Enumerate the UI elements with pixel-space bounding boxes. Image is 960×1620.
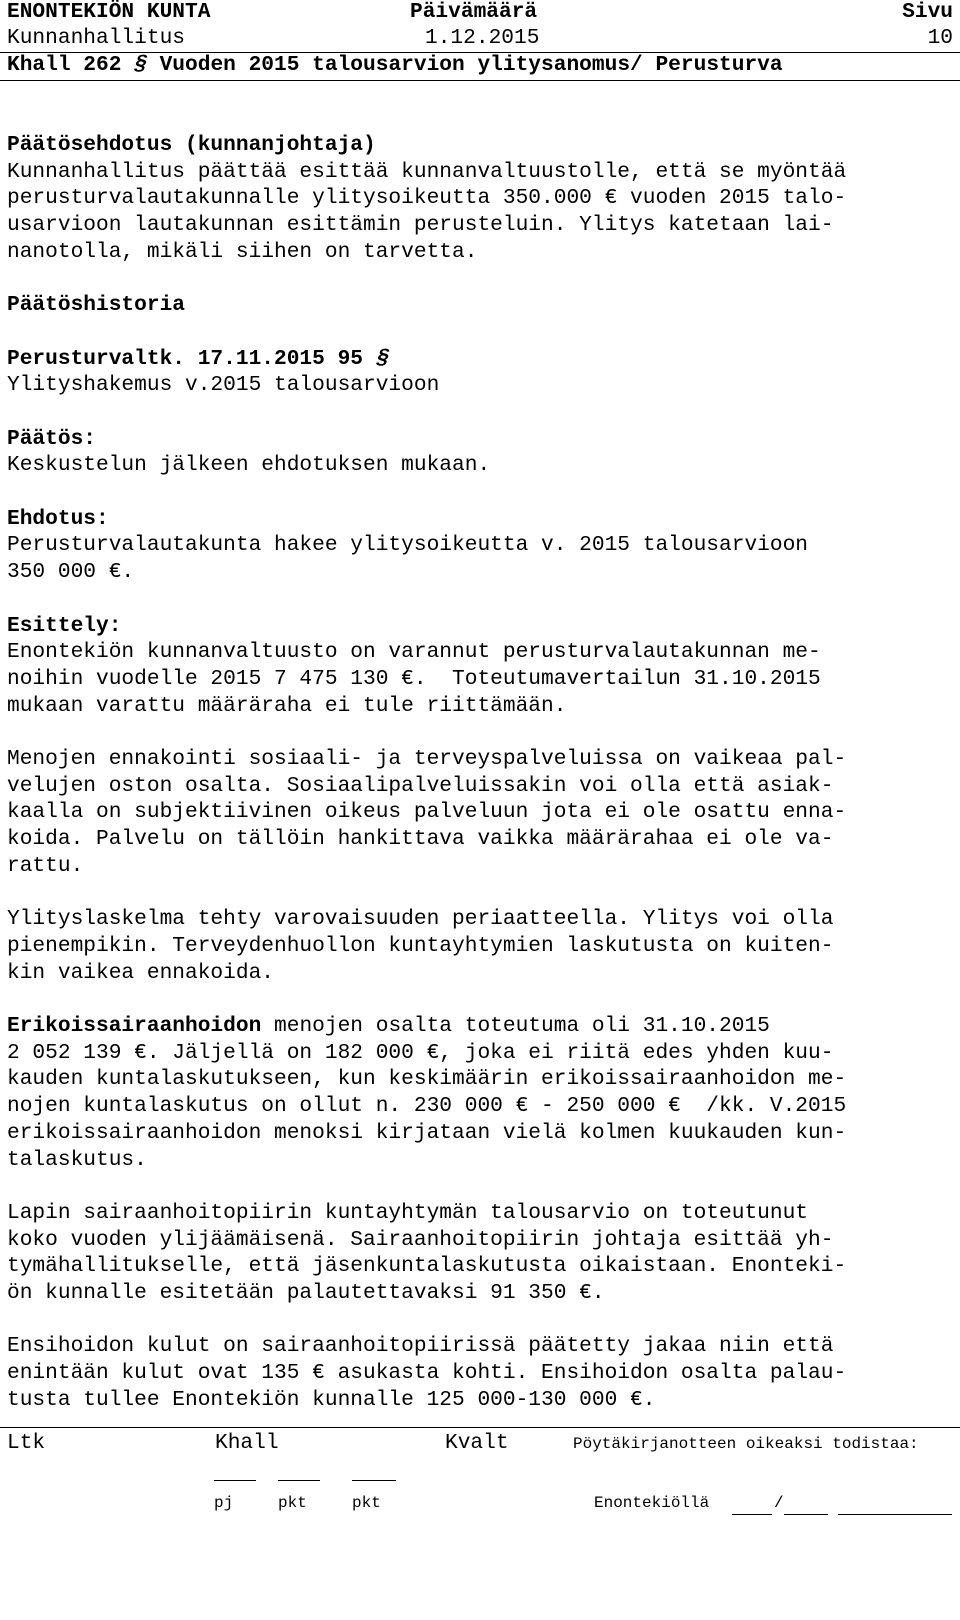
footer-khall: Khall (215, 1431, 279, 1455)
paragraph-line: talaskutus. (7, 1147, 147, 1172)
signature-blanks (0, 1470, 960, 1490)
footer-rule (0, 1427, 960, 1428)
presentation-label: Esittely: (7, 613, 122, 638)
proposal-line: usarvioon lautakunnan esittämin perusteluin. Ylitys katetaan lai- (7, 213, 834, 238)
date-label: Päivämäärä (410, 0, 538, 24)
paragraph-line: kin vaikea ennakoida. (7, 960, 275, 985)
footer-certify: Pöytäkirjanotteen oikeaksi todistaa: (573, 1435, 919, 1453)
paragraph-line: 2 052 139 €. Jäljellä on 182 000 €, joka ei riitä edes yhden kuu- (7, 1040, 834, 1065)
paragraph-line: enintään kulut ovat 135 € asukasta kohti. Ensihoidon osalta palau- (7, 1361, 847, 1386)
item-title: Khall 262 § Vuoden 2015 talousarvion ylitysanomus/ Perusturva (7, 53, 783, 77)
paragraph-line: velujen oston osalta. Sosiaalipalveluissakin voi olla että asiak- (7, 773, 834, 798)
blank-line (278, 1480, 320, 1481)
footer-kvalt: Kvalt (445, 1431, 509, 1455)
paragraph-line: Ylityslaskelma tehty varovaisuuden periaatteella. Ylitys voi olla (7, 907, 834, 932)
section-sign-icon: § (130, 53, 151, 77)
presentation-line: mukaan varattu määräraha ei tule riittämään. (7, 693, 567, 718)
page-label: Sivu (902, 0, 953, 24)
history-subject: Ylityshakemus v.2015 talousarvioon (7, 373, 440, 398)
decision-text: Keskustelun jälkeen ehdotuksen mukaan. (7, 453, 491, 478)
paragraph-line: tusta tullee Enontekiön kunnalle 125 000-130 000 €. (7, 1387, 656, 1412)
body-name: Kunnanhallitus (7, 26, 186, 50)
proposal-line: nanotolla, mikäli siihen on tarvetta. (7, 239, 478, 264)
proposal-line: Kunnanhallitus päättää esittää kunnanvaltuustolle, että se myöntää (7, 159, 847, 184)
proposal-line: perusturvalautakunnalle ylitysoikeutta 350.000 € vuoden 2015 talo- (7, 186, 847, 211)
document-body (7, 132, 953, 1414)
footer-initials (0, 1494, 960, 1620)
paragraph-line: pienempikin. Terveydenhuollon kuntayhtymien laskutusta on kuiten- (7, 933, 834, 958)
paragraph-line: Menojen ennakointi sosiaali- ja terveyspalveluissa on vaikeaa pal- (7, 747, 847, 772)
history-proposal-line: 350 000 €. (7, 560, 135, 585)
proposal-heading: Päätösehdotus (kunnanjohtaja) (7, 133, 376, 157)
meeting-date: 1.12.2015 (425, 26, 540, 50)
history-reference: Perusturvaltk. 17.11.2015 95 § (7, 346, 392, 371)
date-slash: / (774, 1494, 784, 1512)
footer (7, 1431, 953, 1459)
paragraph-line: kaalla on subjektiivinen oikeus palveluun jota ei ole osattu enna- (7, 800, 847, 825)
history-heading: Päätöshistoria (7, 293, 186, 318)
year-blank (838, 1514, 952, 1515)
paragraph-line: kauden kuntalaskutukseen, kun keskimäärin erikoissairaanhoidon me- (7, 1067, 847, 1092)
decision-label: Päätös: (7, 426, 97, 451)
header-row-1 (7, 0, 953, 24)
title-rule (0, 80, 960, 81)
place-label: Enontekiöllä (594, 1494, 710, 1512)
day-blank (732, 1514, 772, 1515)
paragraph-line: ön kunnalle esitetään palautettavaksi 91 350 €. (7, 1281, 605, 1306)
section-sign-icon: § (372, 346, 392, 371)
paragraph-line: koko vuoden ylijäämäisenä. Sairaanhoitopiirin johtaja esittää yh- (7, 1227, 834, 1252)
initial-pkt: pkt (352, 1494, 381, 1512)
initial-pkt: pkt (278, 1494, 307, 1512)
header-row-2 (7, 26, 953, 50)
month-blank (784, 1514, 828, 1515)
paragraph-line: Ensihoidon kulut on sairaanhoitopiirissä päätetty jakaa niin että (7, 1334, 834, 1359)
paragraph-line: erikoissairaanhoidon menoksi kirjataan vielä kolmen kuukauden kun- (7, 1120, 847, 1145)
initial-pj: pj (214, 1494, 234, 1512)
presentation-line: Enontekiön kunnanvaltuusto on varannut perusturvalautakunnan me- (7, 640, 821, 665)
history-proposal-line: Perusturvalautakunta hakee ylitysoikeutta v. 2015 talousarvioon (7, 533, 809, 558)
paragraph-line: rattu. (7, 853, 84, 878)
presentation-line: noihin vuodelle 2015 7 475 130 €. Toteutumavertailun 31.10.2015 (7, 666, 821, 691)
paragraph-line: tymähallitukselle, että jäsenkuntalaskutusta oikaistaan. Enonteki- (7, 1254, 847, 1279)
blank-line (214, 1480, 256, 1481)
blank-line (352, 1480, 396, 1481)
bold-term: Erikoissairaanhoidon (7, 1014, 262, 1039)
paragraph-line: Lapin sairaanhoitopiirin kuntayhtymän talousarvio on toteutunut (7, 1200, 809, 1225)
paragraph-line: nojen kuntalaskutus on ollut n. 230 000 € - 250 000 € /kk. V.2015 (7, 1094, 847, 1119)
page-number: 10 (927, 26, 953, 50)
paragraph-line: Erikoissairaanhoidon menojen osalta toteutuma oli 31.10.2015 (7, 1014, 770, 1039)
history-proposal-label: Ehdotus: (7, 506, 109, 531)
paragraph-line: koida. Palvelu on tällöin hankittava vaikka määrärahaa ei ole va- (7, 827, 834, 852)
footer-ltk: Ltk (7, 1431, 46, 1455)
org-name: ENONTEKIÖN KUNTA (7, 0, 211, 24)
